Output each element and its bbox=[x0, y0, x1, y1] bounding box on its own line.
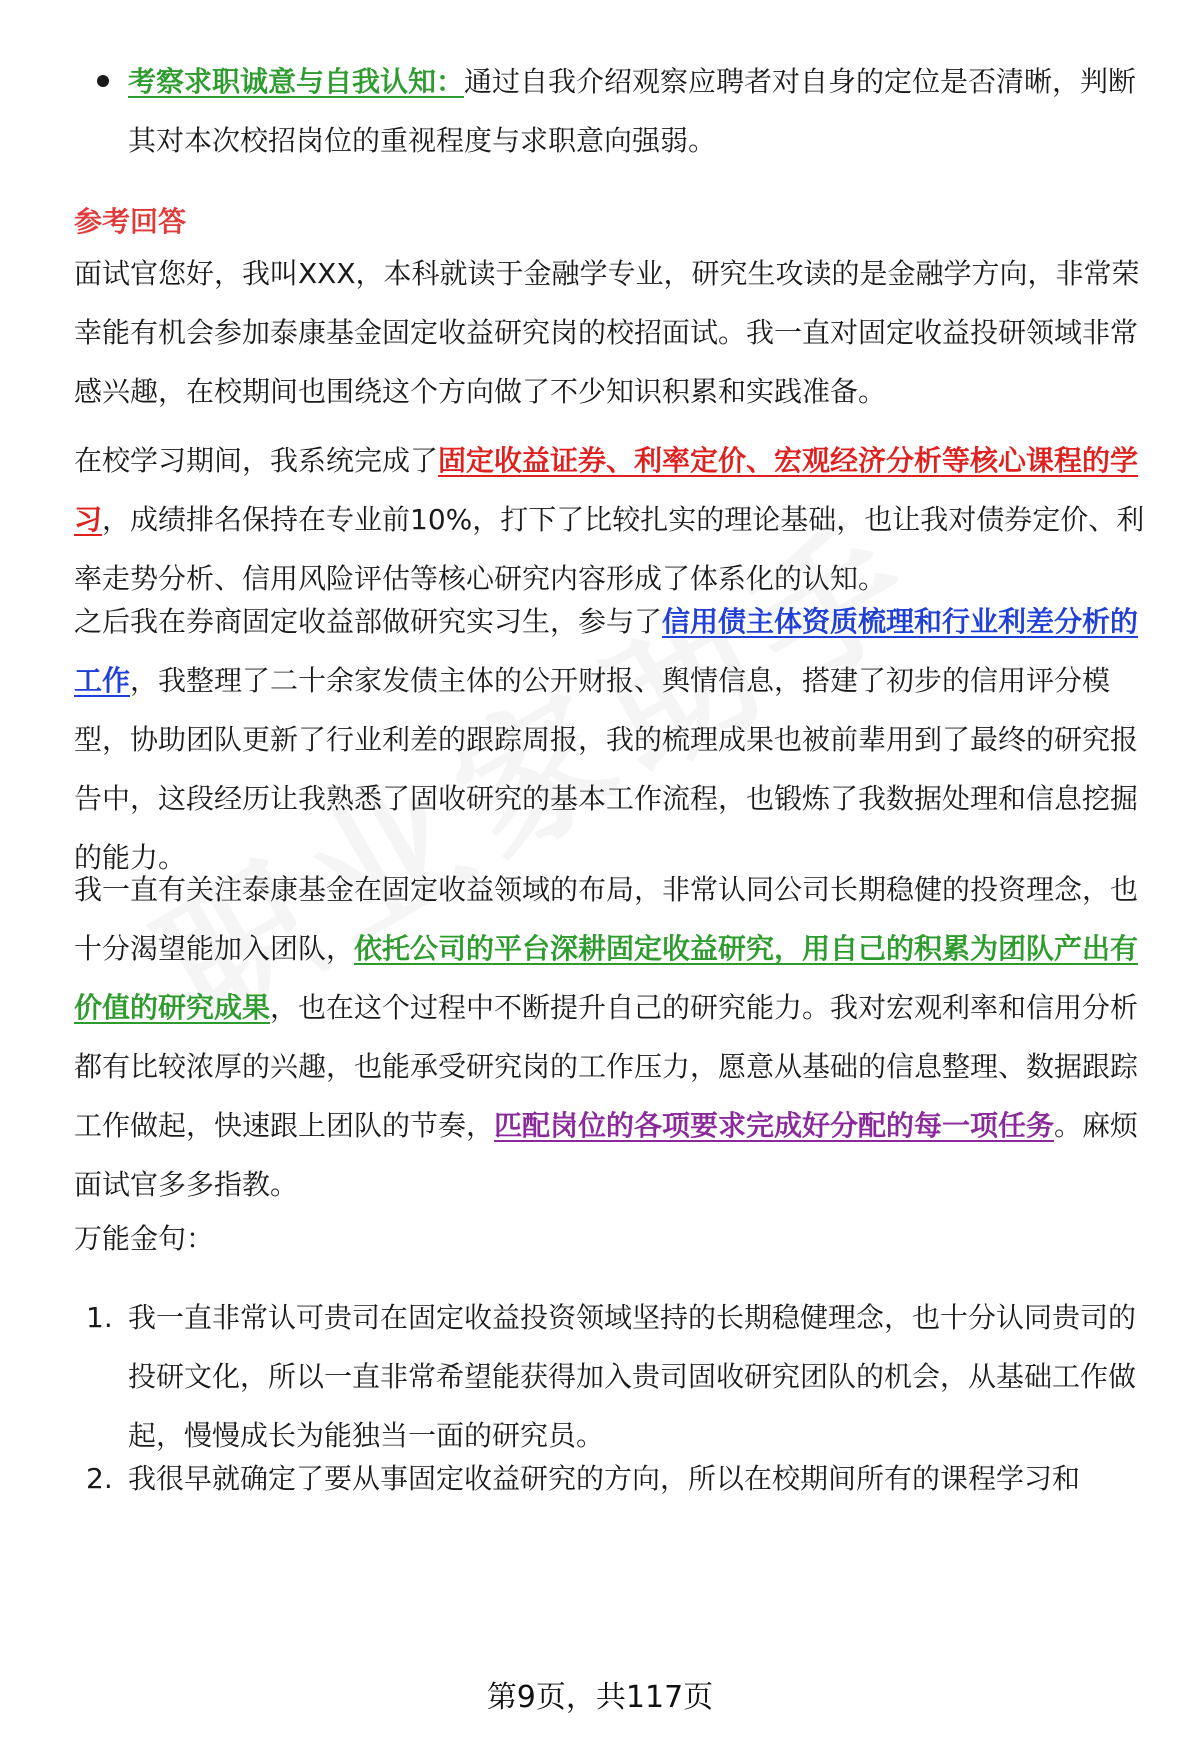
bullet-dot-icon bbox=[97, 75, 109, 87]
list-item-2: 我很早就确定了要从事固定收益研究的方向，所以在校期间所有的课程学习和 bbox=[128, 1462, 1081, 1495]
answer-paragraph-1: 面试官您好，我叫XXX，本科就读于金融学专业，研究生攻读的是金融学方向，非常荣幸能有机会参加泰康基金固定收益研究岗的校招面试。我一直对固定收益投研领域非常感兴趣，在校期间也围绕这个方向做了不少知识积累和实践准备。 bbox=[74, 257, 1140, 408]
bullet-item bbox=[128, 52, 1148, 170]
answer-paragraph-4 bbox=[74, 860, 1148, 1214]
p4-text-after: 。麻烦面试官多多指教。 bbox=[74, 1109, 1139, 1201]
list-number-2: 2. bbox=[86, 1462, 113, 1495]
answer-paragraph-3 bbox=[74, 592, 1148, 887]
answer-paragraph-2 bbox=[74, 431, 1148, 608]
page-number-footer: 第9页，共117页 bbox=[486, 1680, 714, 1715]
reference-heading: 参考回答 bbox=[74, 205, 187, 238]
golden-title: 万能金句： bbox=[74, 1222, 215, 1255]
bullet-label: 考察求职诚意与自我认知： bbox=[128, 65, 465, 98]
p4-highlight-1: 依托公司的平台深耕固定收益研究，用自己的积累为团队产出有价值的研究成果 bbox=[74, 932, 1139, 1024]
p2-text-after: ，成绩排名保持在专业前10%，打下了比较扎实的理论基础，也让我对债券定价、利率走势分析、信用风险评估等核心研究内容形成了体系化的认知。 bbox=[74, 503, 1145, 595]
list-number-1: 1. bbox=[86, 1301, 113, 1334]
p2-highlight: 固定收益证券、利率定价、宏观经济分析等核心课程的学习 bbox=[74, 444, 1139, 536]
p2-text-before: 在校学习期间，我系统完成了 bbox=[74, 444, 439, 477]
bullet-text: 通过自我介绍观察应聘者对自身的定位是否清晰，判断其对本次校招岗位的重视程度与求职意向强弱。 bbox=[128, 65, 1137, 157]
list-item-1: 我一直非常认可贵司在固定收益投资领域坚持的长期稳健理念，也十分认同贵司的投研文化，所以一直非常希望能获得加入贵司固收研究团队的机会，从基础工作做起，慢慢成长为能独当一面的研究员。 bbox=[128, 1301, 1137, 1452]
p3-highlight: 信用债主体资质梳理和行业利差分析的工作 bbox=[74, 605, 1139, 697]
p3-text-before: 之后我在券商固定收益部做研究实习生，参与了 bbox=[74, 605, 663, 638]
p4-highlight-2: 匹配岗位的各项要求完成好分配的每一项任务 bbox=[494, 1109, 1055, 1142]
p4-text-middle: ，也在这个过程中不断提升自己的研究能力。我对宏观利率和信用分析都有比较浓厚的兴趣，也能承受研究岗的工作压力，愿意从基础的信息整理、数据跟踪工作做起，快速跟上团队的节奏， bbox=[74, 991, 1139, 1142]
p3-text-after: ，我整理了二十余家发债主体的公开财报、舆情信息，搭建了初步的信用评分模型，协助团队更新了行业利差的跟踪周报，我的梳理成果也被前辈用到了最终的研究报告中，这段经历让我熟悉了固收研究的基本工作流程，也锻炼了我数据处理和信息挖掘的能力。 bbox=[74, 664, 1139, 874]
p4-text-before: 我一直有关注泰康基金在固定收益领域的布局，非常认同公司长期稳健的投资理念，也十分渴望能加入团队， bbox=[74, 873, 1139, 965]
